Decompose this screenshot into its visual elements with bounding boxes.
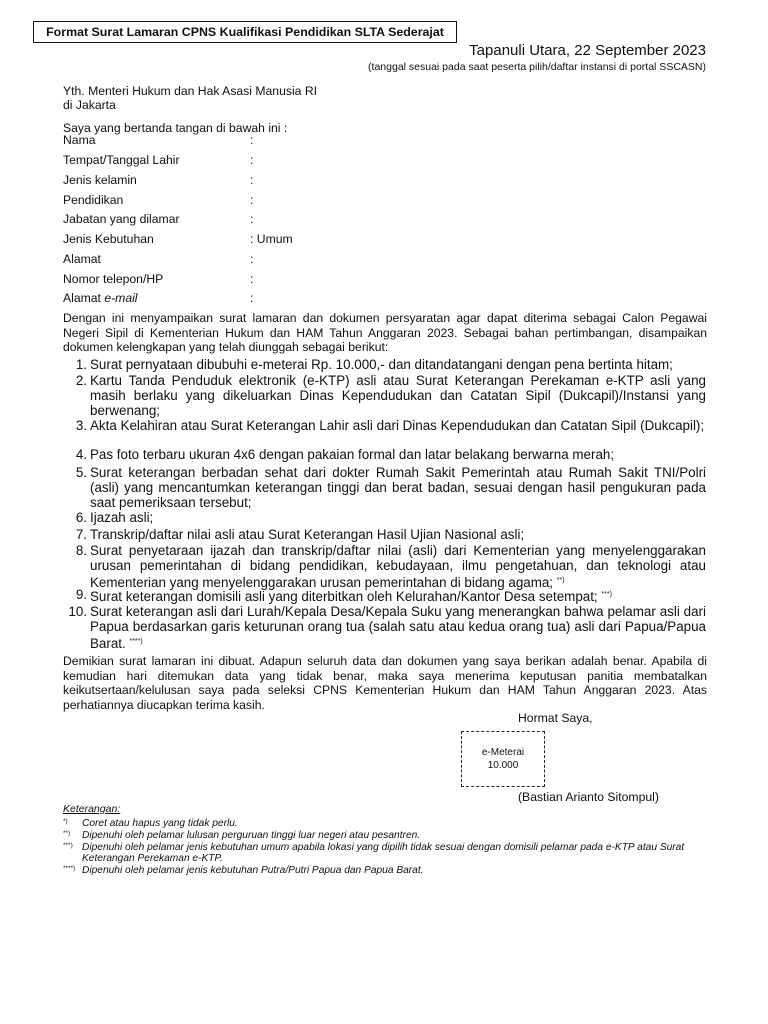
footnote-ref: **) [556, 577, 565, 585]
e-meterai-stamp [461, 731, 545, 787]
list-item-text: Ijazah asli; [90, 510, 154, 525]
list-item-text: Surat keterangan asli dari Lurah/Kepala Desa/Kepala Suku yang menerangkan bahwa pelamar asli dari Papua berdasarkan garis keturunan orang tua (salah satu atau kedua orang tua) asli dari Papua/Papua Barat. [90, 604, 706, 652]
field-value-alamat: : [250, 252, 254, 266]
footnote-ref: ***) [601, 591, 612, 598]
list-item-text: Surat keterangan domisili asli yang diterbitkan oleh Kelurahan/Kantor Desa setempat; [90, 589, 598, 604]
list-item-text: Kartu Tanda Penduduk elektronik (e-KTP) asli atau Surat Keterangan Perekaman e-KTP asli yang masih berlaku yang dikeluarkan Dinas Kependudukan dan Catatan Sipil (Dukcapil)/Instansi yang berwenang; [90, 373, 706, 419]
note-mark: ***) [63, 842, 73, 849]
item-number: 10. [68, 604, 87, 619]
list-item-text: Transkrip/daftar nilai asli atau Surat Keterangan Hasil Ujian Nasional asli; [90, 527, 525, 542]
field-label-email-plain: Alamat [63, 291, 105, 305]
list-item-text: Surat penyetaraan ijazah dan transkrip/daftar nilai (asli) dari Kementerian yang menyelenggarakan urusan pemerintahan di bidang pendidikan, kebudayaan, ilmu pengetahuan, dan teknologi atau Kementerian yang menyelenggarakan urusan pemerintahan di bidang agama; [90, 543, 706, 591]
field-value-jenis-kebutuhan: : Umum [250, 232, 293, 246]
signer-name: (Bastian Arianto Sitompul) [518, 790, 659, 804]
field-label-email-italic: e-mail [104, 291, 138, 305]
list-item [90, 357, 706, 372]
field-label-alamat: Alamat [63, 252, 101, 266]
note-text: Dipenuhi oleh pelamar lulusan perguruan tinggi luar negeri atau pesantren. [82, 830, 421, 841]
item-number: 2. [75, 373, 87, 388]
item-number: 6. [75, 510, 87, 525]
field-value-nama: : [250, 133, 254, 147]
date-note: (tanggal sesuai pada saat peserta pilih/daftar instansi di portal SSCASN) [368, 61, 706, 73]
body-paragraph: Dengan ini menyampaikan surat lamaran dan dokumen persyaratan agar dapat diterima sebagai Calon Pegawai Negeri Sipil di Kementerian Hukum dan HAM Tahun Anggaran 2023. Sebagai bahan pertimbangan, disampaikan dokumen kelengkapan yang telah diunggah sebagai berikut: [63, 311, 707, 355]
field-value-pendidikan: : [250, 193, 254, 207]
list-item [90, 465, 706, 511]
item-number: 4. [75, 447, 87, 462]
note-mark: *) [63, 818, 68, 825]
field-label-ttl: Tempat/Tanggal Lahir [63, 153, 180, 167]
list-item [90, 447, 706, 462]
list-item [90, 587, 706, 604]
field-label-jabatan: Jabatan yang dilamar [63, 212, 180, 226]
closing-salutation: Hormat Saya, [518, 711, 593, 725]
field-value-jenis-kelamin: : [250, 173, 254, 187]
list-item-text: Akta Kelahiran atau Surat Keterangan Lahir asli dari Dinas Kependudukan dan Catatan Sipil (Dukcapil); [90, 418, 705, 433]
note-text: Coret atau hapus yang tidak perlu. [82, 818, 238, 829]
recipient-line: Yth. Menteri Hukum dan Hak Asasi Manusia RI [63, 84, 318, 98]
item-number: 1. [75, 357, 87, 372]
field-label-pendidikan: Pendidikan [63, 193, 124, 207]
footnote-ref: ****) [129, 638, 143, 646]
field-value-telepon: : [250, 272, 254, 286]
item-number: 3. [75, 418, 87, 433]
list-item [90, 418, 706, 433]
stamp-label: e-Meterai [481, 747, 525, 758]
item-number: 5. [75, 465, 87, 480]
list-item [90, 604, 706, 652]
document-title [33, 21, 457, 43]
item-number: 8. [75, 543, 87, 558]
list-item-text: Surat pernyataan dibubuhi e-meterai Rp. 10.000,- dan ditandatangani dengan pena bertinta hitam; [90, 357, 673, 372]
notes-title: Keterangan: [63, 803, 121, 815]
field-label-jenis-kelamin: Jenis kelamin [63, 173, 137, 187]
field-value-jabatan: : [250, 212, 254, 226]
field-value-ttl: : [250, 153, 254, 167]
note-text: Dipenuhi oleh pelamar jenis kebutuhan Putra/Putri Papua dan Papua Barat. [82, 865, 424, 876]
place-date: Tapanuli Utara, 22 September 2023 [469, 42, 706, 59]
note-mark: ****) [63, 865, 76, 872]
list-item [90, 510, 706, 525]
field-label-email [63, 291, 138, 305]
document-title-text: Format Surat Lamaran CPNS Kualifikasi Pendidikan SLTA Sederajat [46, 25, 444, 39]
list-item [90, 373, 706, 419]
list-item [90, 527, 706, 542]
field-label-nama: Nama [63, 133, 96, 147]
intro-text: Saya yang bertanda tangan di bawah ini : [63, 121, 288, 135]
note-mark: **) [63, 830, 71, 837]
field-value-email: : [250, 291, 254, 305]
list-item-text: Surat keterangan berbadan sehat dari dokter Rumah Sakit Pemerintah atau Rumah Sakit TNI/Polri (asli) yang mencantumkan keterangan tinggi dan berat badan, sesuai dengan hasil pengukuran pada saat pemeriksaan tersebut; [90, 465, 706, 511]
item-number: 7. [75, 527, 87, 542]
list-item [90, 543, 706, 591]
stamp-value: 10.000 [487, 760, 519, 771]
item-number: 9. [75, 587, 87, 602]
recipient-city: di Jakarta [63, 98, 116, 112]
note-text: Dipenuhi oleh pelamar jenis kebutuhan umum apabila lokasi yang dipilih tidak sesuai dengan domisili pelamar pada e-KTP atau Surat Keterangan Perekaman e-KTP. [82, 842, 685, 864]
closing-paragraph: Demikian surat lamaran ini dibuat. Adapun seluruh data dan dokumen yang saya berikan adalah benar. Apabila di kemudian hari ditemukan data yang tidak benar, maka saya menerima keputusan panitia membatalkan keikutsertaan/kelulusan saya pada seleksi CPNS Kementerian Hukum dan HAM Tahun Anggaran 2023. Atas perhatiannya diucapkan terima kasih. [63, 654, 707, 712]
list-item-text: Pas foto terbaru ukuran 4x6 dengan pakaian formal dan latar belakang berwarna merah; [90, 447, 615, 462]
field-label-jenis-kebutuhan: Jenis Kebutuhan [63, 232, 154, 246]
field-label-telepon: Nomor telepon/HP [63, 272, 164, 286]
